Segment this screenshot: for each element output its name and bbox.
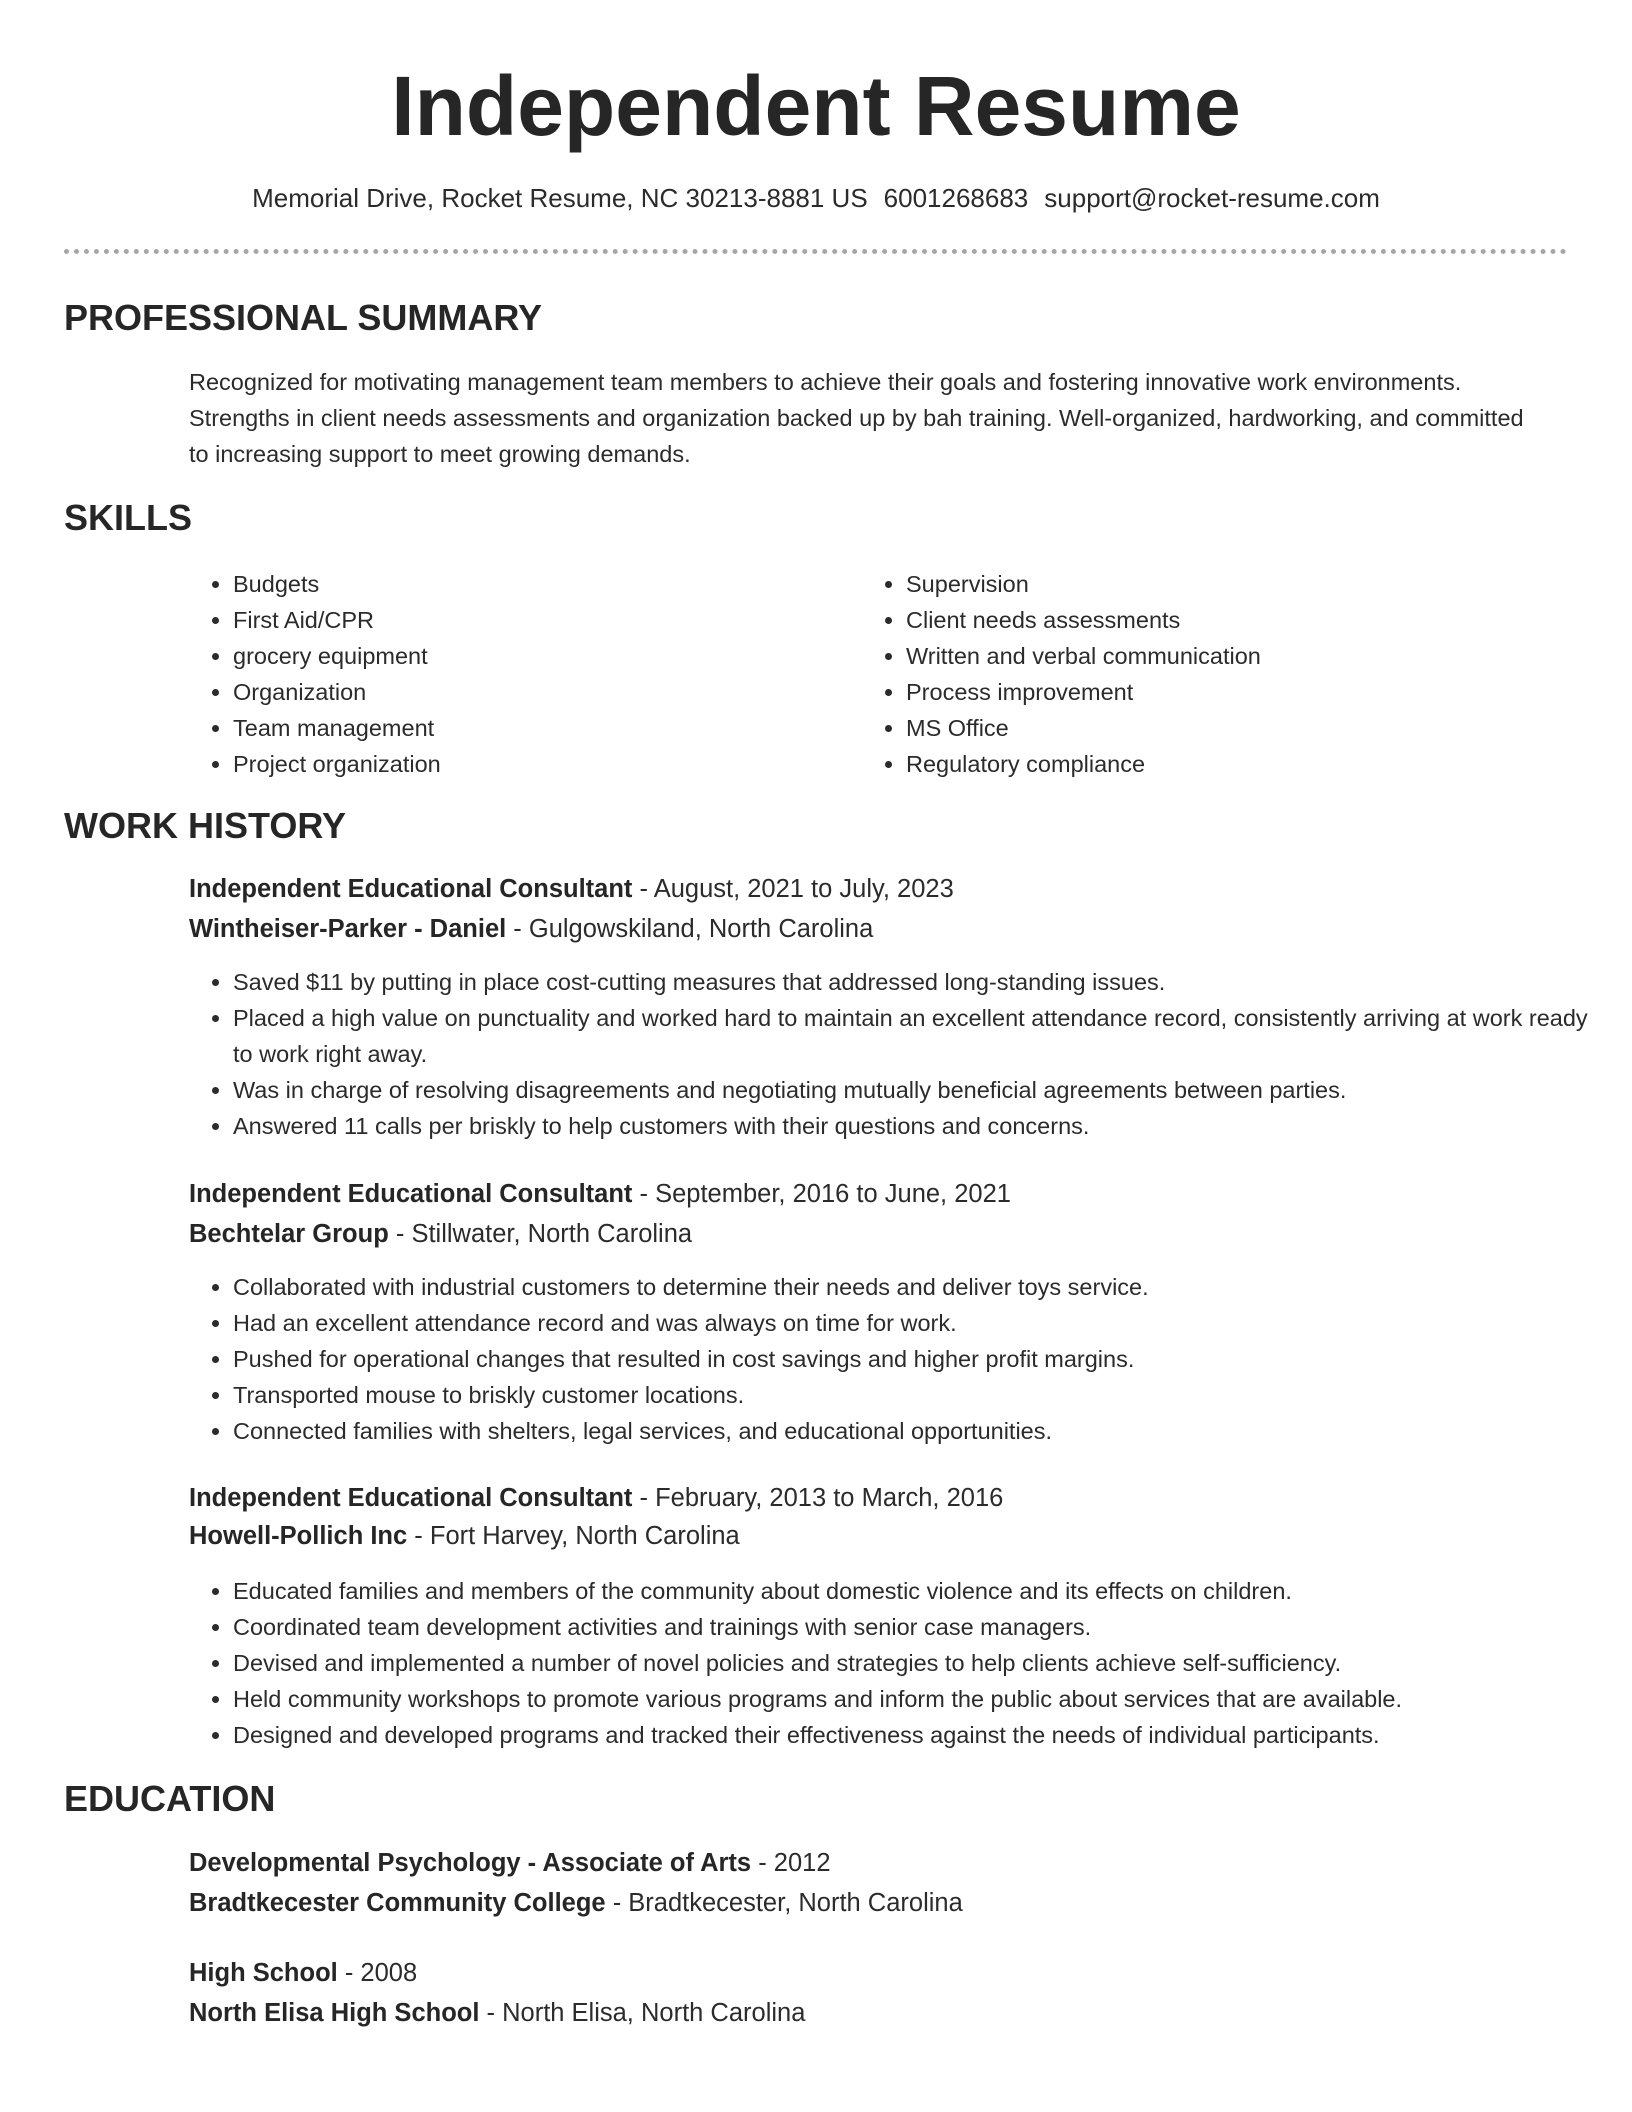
job-location: - Gulgowskiland, North Carolina: [506, 915, 874, 943]
job-bullets: [189, 964, 1593, 1144]
education-degree: High School: [189, 1959, 338, 1987]
education-heading: EDUCATION: [64, 1778, 276, 1819]
skill-item: • First Aid/CPR: [233, 602, 853, 638]
skill-item: • Project organization: [233, 746, 853, 782]
job-location: - Stillwater, North Carolina: [388, 1220, 693, 1248]
education-year: - 2012: [751, 1849, 831, 1877]
job-title-line: [189, 1174, 1011, 1214]
job-bullet: • Answered 11 calls per briskly to help customers with their questions and concerns.: [233, 1108, 1593, 1144]
skills-list-left: [189, 566, 853, 782]
work-history-heading: WORK HISTORY: [64, 805, 347, 846]
education-location: - Bradtkecester, North Carolina: [605, 1889, 963, 1917]
contact-phone: 6001268683: [883, 183, 1029, 213]
skill-item: • Team management: [233, 710, 853, 746]
skill-item: • Regulatory compliance: [906, 746, 1586, 782]
job-location: - Fort Harvey, North Carolina: [407, 1522, 740, 1550]
job-bullet: • Placed a high value on punctuality and worked hard to maintain an excellent attendance record, consistently arriving at work ready to work right away.: [233, 1000, 1593, 1072]
job-bullet: • Designed and developed programs and tracked their effectiveness against the needs of individual participants.: [233, 1717, 1593, 1753]
job-bullet: • Educated families and members of the community about domestic violence and its effects on children.: [233, 1573, 1593, 1609]
job-company: Howell-Pollich Inc: [189, 1522, 408, 1550]
skill-item: • Client needs assessments: [906, 602, 1586, 638]
education-school-line: [189, 1993, 805, 2033]
job-company: Bechtelar Group: [189, 1220, 389, 1248]
skills-list-right: [862, 566, 1586, 782]
job-role: Independent Educational Consultant: [189, 1484, 633, 1512]
job-bullet: • Had an excellent attendance record and was always on time for work.: [233, 1305, 1593, 1341]
summary-heading: PROFESSIONAL SUMMARY: [64, 297, 543, 338]
skill-item: • MS Office: [906, 710, 1586, 746]
contact-line: [0, 180, 1632, 216]
summary-text: Recognized for motivating management team members to achieve their goals and fostering innovative work environments. Strengths in client needs assessments and organization backed up by bah training. Well-organized, hardworking, and committed to increasing support to meet growing demands.: [189, 369, 1524, 467]
skill-item: • Budgets: [233, 566, 853, 602]
education-degree-line: [189, 1953, 417, 1993]
job-title-line: [189, 869, 954, 909]
job-title-line: [189, 1478, 1003, 1518]
education-year: - 2008: [337, 1959, 418, 1987]
skill-item: • Supervision: [906, 566, 1586, 602]
job-bullet: • Collaborated with industrial customers to determine their needs and deliver toys service.: [233, 1269, 1593, 1305]
job-dates: - February, 2013 to March, 2016: [632, 1484, 1004, 1512]
education-degree-line: [189, 1843, 831, 1883]
job-bullet: • Held community workshops to promote various programs and inform the public about services that are available.: [233, 1681, 1593, 1717]
job-role: Independent Educational Consultant: [189, 875, 633, 903]
job-bullets: [189, 1573, 1593, 1753]
job-bullet: • Transported mouse to briskly customer locations.: [233, 1377, 1593, 1413]
skill-item: • grocery equipment: [233, 638, 853, 674]
job-company-line: [189, 909, 873, 949]
job-role: Independent Educational Consultant: [189, 1180, 633, 1208]
job-dates: - August, 2021 to July, 2023: [632, 875, 954, 903]
education-degree: Developmental Psychology - Associate of Arts: [189, 1849, 752, 1877]
education-school: Bradtkecester Community College: [189, 1889, 606, 1917]
job-bullet: • Connected families with shelters, legal services, and educational opportunities.: [233, 1413, 1593, 1449]
job-company-line: [189, 1214, 692, 1254]
job-bullet: • Saved $11 by putting in place cost-cutting measures that addressed long-standing issues.: [233, 964, 1593, 1000]
job-bullet: • Coordinated team development activities and trainings with senior case managers.: [233, 1609, 1593, 1645]
education-location: - North Elisa, North Carolina: [479, 1999, 806, 2027]
job-bullet: • Pushed for operational changes that resulted in cost savings and higher profit margins.: [233, 1341, 1593, 1377]
contact-email: support@rocket-resume.com: [1044, 183, 1380, 213]
education-school: North Elisa High School: [189, 1999, 480, 2027]
job-bullet: • Was in charge of resolving disagreements and negotiating mutually beneficial agreements between parties.: [233, 1072, 1593, 1108]
resume-name: Independent Resume: [391, 59, 1241, 153]
education-school-line: [189, 1883, 963, 1923]
header-divider: [64, 249, 1567, 254]
contact-address: Memorial Drive, Rocket Resume, NC 30213-8881 US: [252, 183, 868, 213]
job-bullet: • Devised and implemented a number of novel policies and strategies to help clients achieve self-sufficiency.: [233, 1645, 1593, 1681]
job-bullets: [189, 1269, 1593, 1449]
skills-heading: SKILLS: [64, 497, 193, 538]
job-company: Wintheiser-Parker - Daniel: [189, 915, 507, 943]
skill-item: • Written and verbal communication: [906, 638, 1586, 674]
skill-item: • Organization: [233, 674, 853, 710]
job-dates: - September, 2016 to June, 2021: [632, 1180, 1011, 1208]
skill-item: • Process improvement: [906, 674, 1586, 710]
job-company-line: [189, 1516, 740, 1556]
